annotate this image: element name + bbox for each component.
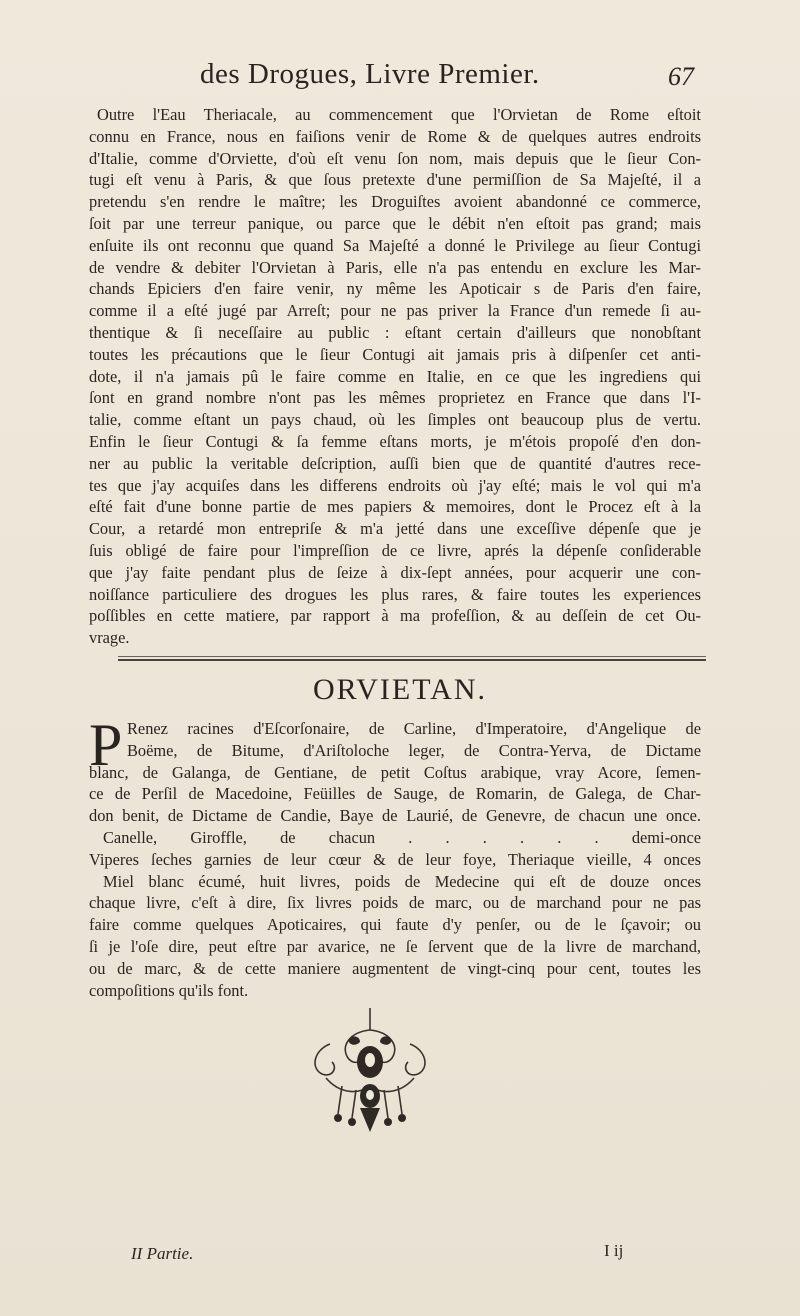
recipe-line: chaque livre, c'eſt à dire, ſix livres poids de marc, ou de marchand pour ne pas xyxy=(89,893,701,913)
section-title: ORVIETAN. xyxy=(312,673,487,706)
recipe-paragraph xyxy=(89,712,701,1001)
text-line: chands Epiciers d'en faire venir, ny même les Apoticair s de Paris d'en faire, xyxy=(89,279,701,299)
text-line: toutes les précautions que le ſieur Contugi ait jamais pris à diſpenſer cet anti- xyxy=(89,344,701,364)
text-line: poſſibles en cette matiere, par rapport à ma profeſſion, & au deſſein de cet Ou- xyxy=(89,606,701,626)
recipe-line: Boëme, de Bitume, d'Ariſtoloche leger, de Contra-Yerva, de Dictame xyxy=(127,740,701,760)
recipe-line: blanc, de Galanga, de Gentiane, de petit Coſtus arabique, vray Acore, ſemen- xyxy=(89,762,701,782)
recipe-line: ſi je l'oſe dire, peut eſtre par avarice, ne ſe ſervent que de la livre de marchand, xyxy=(89,936,701,956)
text-line: connu en France, nous en faiſions venir de Rome & de quelques autres endroits xyxy=(89,126,701,146)
signature-mark: I ij xyxy=(604,1241,624,1260)
text-line: ſuis obligé de faire pour l'impreſſion de ce livre, aprés la dépenſe conſiderable xyxy=(89,540,701,560)
text-line: ſont en grand nombre n'ont pas les mêmes proprietez en France que dans l'I- xyxy=(89,388,701,408)
text-line: de vendre & debiter l'Orvietan à Paris, elle n'a pas entendu en exclure les Mar- xyxy=(89,257,701,277)
text-line: que j'ay faite pendant plus de ſeize à dix-ſept années, pour acquerir une con- xyxy=(89,562,701,582)
text-line: Outre l'Eau Theriacale, au commencement que l'Orvietan de Rome eſtoit xyxy=(97,105,701,124)
part-label: II Partie. xyxy=(131,1244,194,1263)
intro-paragraph xyxy=(89,104,701,649)
text-line: Cour, a retardé mon entrepriſe & m'a jetté dans une exceſſive dépenſe que je xyxy=(89,519,701,539)
floral-tailpiece-icon xyxy=(290,1000,450,1135)
page-number: 67 xyxy=(668,62,694,91)
text-line: talie, comme eſtant un pays chaud, où les ſimples ont beaucoup plus de vertu. xyxy=(89,410,701,430)
text-line: thentique & ſi neceſſaire au public : eſtant certain d'ailleurs que nonobſtant xyxy=(89,322,701,342)
text-line: enſuite ils ont reconnu que quand Sa Majeſté a donné le Privilege au ſieur Contugi xyxy=(89,235,701,255)
running-head xyxy=(0,58,800,102)
text-line: Enfin le ſieur Contugi & ſa femme eſtans morts, je m'étois propoſé d'en don- xyxy=(89,431,701,451)
section-divider xyxy=(118,656,706,662)
recipe-line: ce de Perſil de Macedoine, Feüilles de Sauge, de Romarin, de Galega, de Char- xyxy=(89,784,701,804)
text-line: dote, il n'a jamais pû le faire comme en Italie, en ce que les ingrediens qui xyxy=(89,366,701,386)
text-line: ſoit par une terreur panique, ou parce que le débit n'en eſtoit pas grand; mais xyxy=(89,213,701,233)
recipe-line: Renez racines d'Eſcorſonaire, de Carline, d'Imperatoire, d'Angelique de xyxy=(127,719,701,738)
text-line: tes que j'ay acquiſes dans les differens endroits où j'ay eſté; mais le vol qui m'a xyxy=(89,475,701,495)
text-line: eſté fait d'une bonne partie de mes papiers & memoires, dont le Procez eſt à la xyxy=(89,497,701,517)
recipe-line: don benit, de Dictame de Candie, Baye de Laurié, de Genevre, de chacun une once. xyxy=(89,806,701,826)
text-line: vrage. xyxy=(89,628,130,648)
text-line: comme il a eſté jugé par Arreſt; pour ne pas priver la France d'un remede ſi au- xyxy=(89,301,701,321)
recipe-line: Viperes ſeches garnies de leur cœur & de leur foye, Theriaque vieille, 4 onces xyxy=(89,849,701,869)
recipe-line: faire comme quelques Apoticaires, qui faute d'y penſer, ou de le ſçavoir; ou xyxy=(89,915,701,935)
text-line: d'Italie, comme d'Orviette, d'où eſt venu ſon nom, mais depuis que le ſieur Con- xyxy=(89,148,701,168)
text-line: ner au public la veritable deſcription, auſſi bien que de quantité d'autres rece- xyxy=(89,453,701,473)
recipe-line: compoſitions qu'ils font. xyxy=(89,980,249,1000)
recipe-line: ou de marc, & de cette maniere augmentent de vingt-cinq pour cent, toutes les xyxy=(89,958,701,978)
text-line: tugi eſt venu à Paris, & que ſous pretexte d'une permiſſion de Sa Majeſté, il a xyxy=(89,170,701,190)
divider-thin-line xyxy=(118,656,706,657)
recipe-line: Canelle, Giroffle, de chacun . . . . . . demi-once xyxy=(103,827,701,847)
drop-cap: P xyxy=(89,712,123,778)
text-line: noiſſance particuliere des drogues les plus rares, & faire toutes les experiences xyxy=(89,584,701,604)
recipe-line: Miel blanc écumé, huit livres, poids de Medecine qui eſt de douze onces xyxy=(103,871,701,891)
running-title: des Drogues, Livre Premier. xyxy=(200,58,540,90)
text-line: pretendu s'en rendre le maître; les Droguiſtes avoient abandonné ce commerce, xyxy=(89,192,701,212)
divider-thick-line xyxy=(118,659,706,661)
ornament-graphic xyxy=(290,1000,450,1135)
